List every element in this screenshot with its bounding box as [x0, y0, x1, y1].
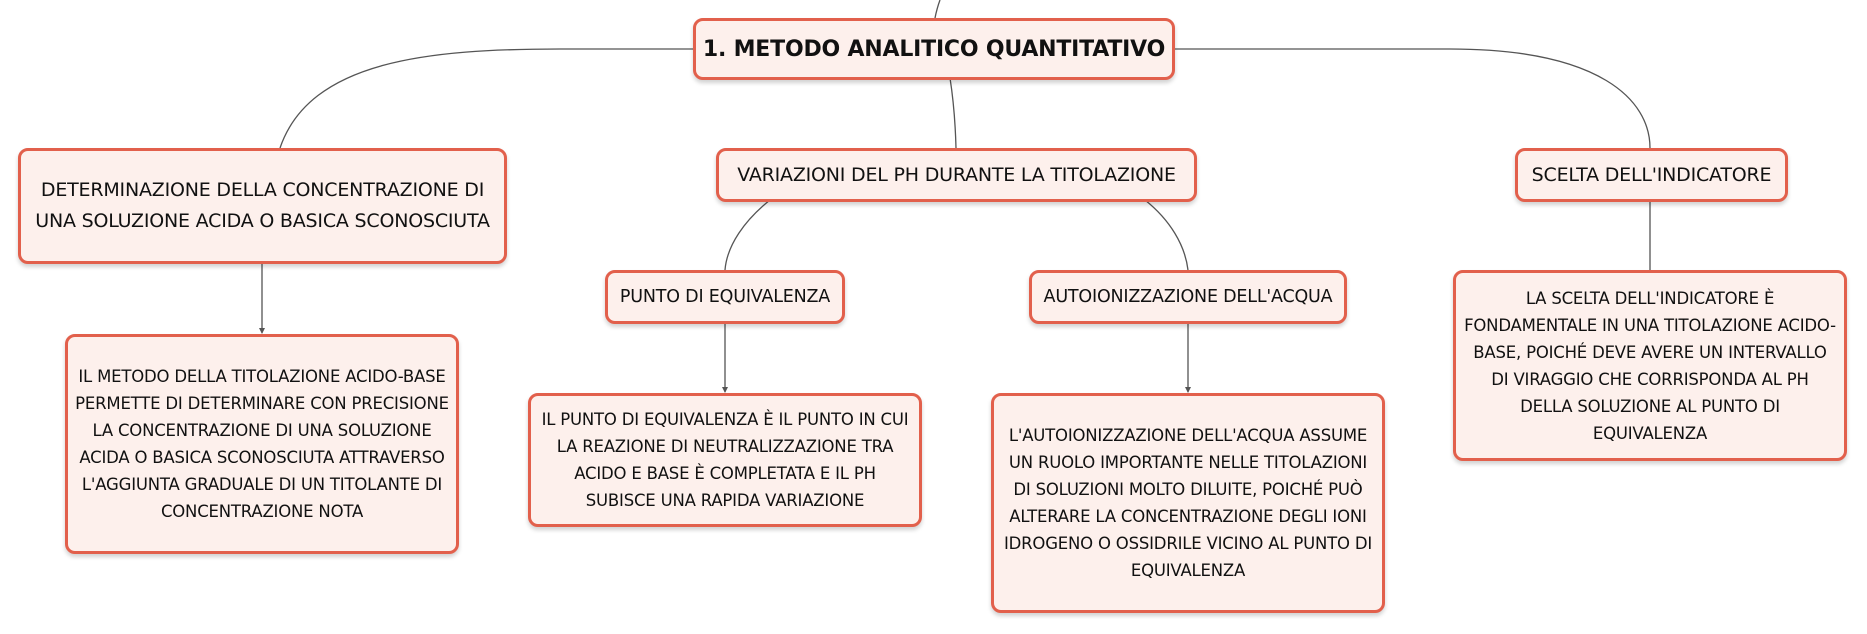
desc-determinazione[interactable]: [65, 334, 459, 554]
desc-determinazione-text: IL METODO DELLA TITOLAZIONE ACIDO-BASE PERMETTE DI DETERMINARE CON PRECISIONE LA CONCENTRAZIONE DI UNA SOLUZIONE ACIDA O BASICA SCONOSCIUTA ATTRAVERSO L'AGGIUNTA GRADUALE DI UN TITOLANTE DI CONCENTRAZIONE NOTA: [75, 367, 449, 521]
desc-autoionizzazione[interactable]: [991, 393, 1385, 613]
root-node-label: 1. METODO ANALITICO QUANTITATIVO: [702, 36, 1166, 62]
node-punto-equivalenza-label: PUNTO DI EQUIVALENZA: [619, 287, 831, 307]
node-variazioni-ph-label: VARIAZIONI DEL PH DURANTE LA TITOLAZIONE: [737, 163, 1176, 186]
root-node[interactable]: [693, 18, 1175, 80]
connector-variazioni-to-autoionizzazione: [1145, 200, 1188, 270]
desc-scelta-indicatore[interactable]: [1453, 270, 1847, 461]
connector-root-to-scelta: [1172, 49, 1650, 148]
desc-punto-equivalenza[interactable]: [528, 393, 922, 527]
node-determinazione-label: DETERMINAZIONE DELLA CONCENTRAZIONE DI UNA SOLUZIONE ACIDA O BASICA SCONOSCIUTA: [35, 179, 490, 232]
connector-root-to-variazioni: [950, 78, 956, 148]
node-autoionizzazione-label: AUTOIONIZZAZIONE DELL'ACQUA: [1043, 287, 1333, 307]
connector-root-to-determinazione: [280, 49, 695, 148]
connector-parent-to-root: [935, 0, 940, 18]
node-scelta-indicatore-label: SCELTA DELL'INDICATORE: [1531, 163, 1772, 186]
node-punto-equivalenza[interactable]: [605, 270, 845, 324]
node-autoionizzazione[interactable]: [1029, 270, 1347, 324]
node-scelta-indicatore[interactable]: [1515, 148, 1788, 202]
node-determinazione[interactable]: [18, 148, 507, 264]
node-variazioni-ph[interactable]: [716, 148, 1197, 202]
desc-punto-equivalenza-text: IL PUNTO DI EQUIVALENZA È IL PUNTO IN CUI LA REAZIONE DI NEUTRALIZZAZIONE TRA ACIDO E BASE È COMPLETATA E IL PH SUBISCE UNA RAPIDA VARIAZIONE: [541, 410, 909, 510]
connector-variazioni-to-punto: [725, 200, 770, 270]
desc-scelta-indicatore-text: LA SCELTA DELL'INDICATORE È FONDAMENTALE IN UNA TITOLAZIONE ACIDO-BASE, POICHÉ DEVE AVERE UN INTERVALLO DI VIRAGGIO CHE CORRISPONDA AL PH DELLA SOLUZIONE AL PUNTO DI EQUIVALENZA: [1464, 288, 1836, 443]
desc-autoionizzazione-text: L'AUTOIONIZZAZIONE DELL'ACQUA ASSUME UN RUOLO IMPORTANTE NELLE TITOLAZIONI DI SOLUZIONI MOLTO DILUITE, POICHÉ PUÒ ALTERARE LA CONCENTRAZIONE DEGLI IONI IDROGENO O OSSIDRILE VICINO AL PUNTO DI EQUIVALENZA: [1003, 426, 1373, 580]
